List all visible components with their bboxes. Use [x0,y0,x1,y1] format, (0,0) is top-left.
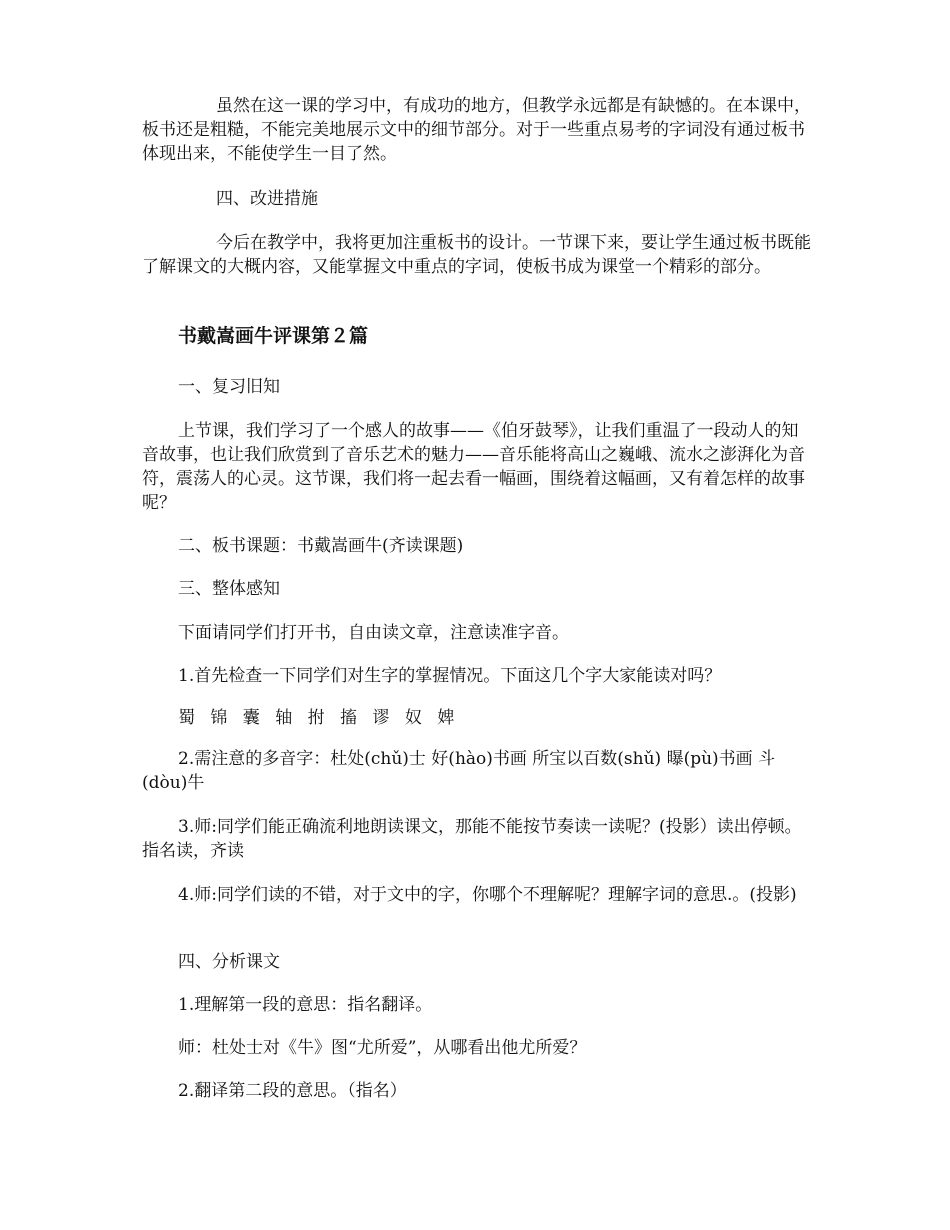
list-item-3: 3.师:同学们能正确流利地朗读课文，那能不能按节奏读一读呢？(投影）读出停顿。指名读，齐读 [142,817,802,861]
paragraph-improvement: 今后在教学中，我将更加注重板书的设计。一节课下来，要让学生通过板书既能了解课文的大概内容，又能掌握文中重点的字词，使板书成为课堂一个精彩的部分。 [142,233,811,277]
new-characters-list: 蜀 锦 囊 轴 拊 搐 谬 奴 婢 [178,708,457,728]
heading-review: 一、复习旧知 [178,377,280,397]
list-item-4: 4.师:同学们读的不错，对于文中的字，你哪个不理解呢？理解字词的意思.。(投影) [178,885,797,905]
paragraph-overall-intro: 下面请同学们打开书，自由读文章，注意读准字音。 [178,623,569,643]
list-item-2: 2.需注意的多音字：杜处(chǔ)士 好(hào)书画 所宝以百数(shǔ) 曝(pù)书画 斗(dòu)牛 [142,749,776,793]
article-title: 书戴嵩画牛评课第２篇 [178,325,369,347]
paragraph-reflection: 虽然在这一课的学习中，有成功的地方，但教学永远都是有缺憾的。在本课中，板书还是粗糙，不能完美地展示文中的细节部分。对于一些重点易考的字词没有通过板书体现出来，不能使学生一目了然。 [142,96,811,164]
heading-improvement: 四、改进措施 [216,189,318,209]
analysis-item-2: 2.翻译第二段的意思。（指名） [178,1081,407,1101]
analysis-item-1: 1.理解第一段的意思：指名翻译。 [178,995,433,1015]
heading-board-title: 二、板书课题：书戴嵩画牛(齐读课题) [178,536,464,556]
heading-overall: 三、整体感知 [178,579,280,599]
heading-analysis: 四、分析课文 [178,952,280,972]
paragraph-review: 上节课，我们学习了一个感人的故事——《伯牙鼓琴》，让我们重温了一段动人的知音故事，也让我们欣赏到了音乐艺术的魅力——音乐能将高山之巍峨、流水之澎湃化为音符，震荡人的心灵。这节课，我们将一起去看一幅画，围绕着这幅画，又有着怎样的故事呢？ [142,421,805,513]
list-item-1: 1.首先检查一下同学们对生字的掌握情况。下面这几个字大家能读对吗？ [178,666,722,686]
analysis-question: 师：杜处士对《牛》图“尤所爱”，从哪看出他尤所爱？ [178,1038,587,1058]
